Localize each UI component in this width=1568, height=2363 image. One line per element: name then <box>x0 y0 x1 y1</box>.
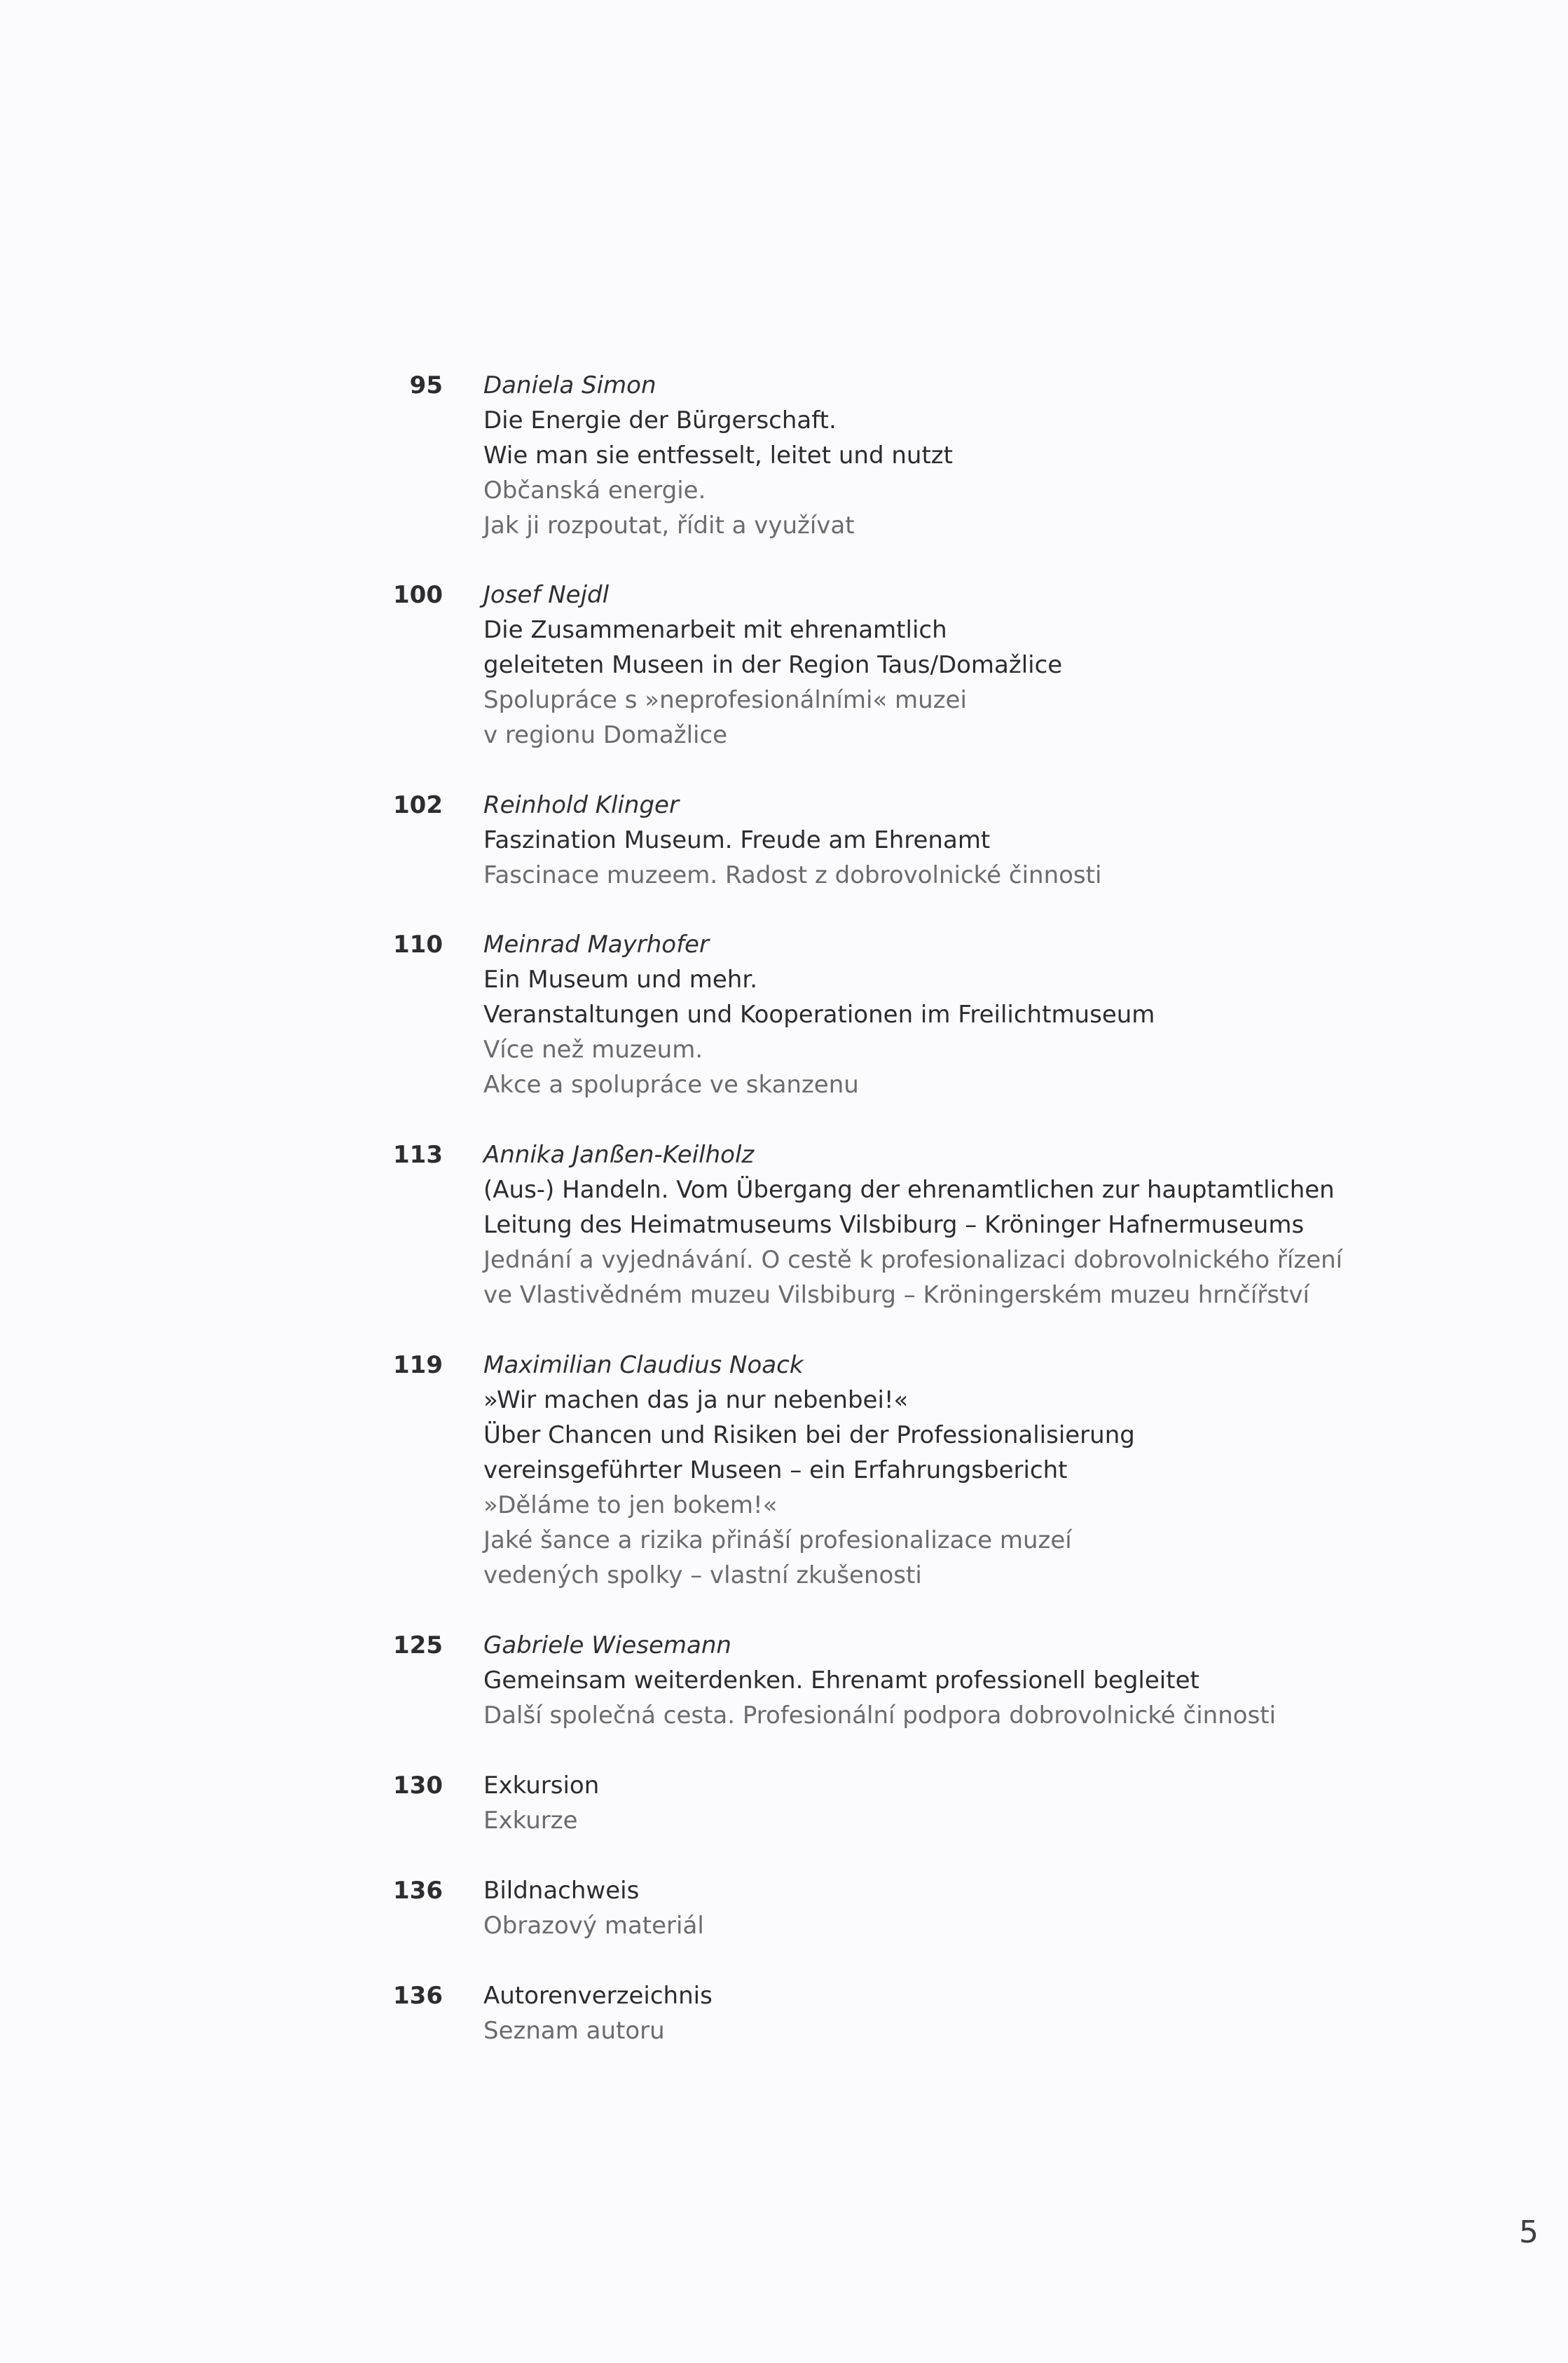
toc-entry-text <box>483 1348 1464 1593</box>
czech-title-line: v regionu Domažlice <box>483 721 728 749</box>
author-name: Josef Nejdl <box>483 581 610 609</box>
toc-entry-text <box>483 927 1464 1102</box>
toc-page-number: 125 <box>393 1631 443 1659</box>
toc-entry-text <box>483 1873 1464 1943</box>
author-name: Reinhold Klinger <box>483 791 679 819</box>
toc-entry-text <box>483 1137 1464 1313</box>
toc-page-number: 136 <box>393 1877 443 1905</box>
czech-title-line: Jak ji rozpoutat, řídit a využívat <box>483 512 855 540</box>
czech-title-line: Více než muzeum. <box>483 1036 703 1064</box>
german-title-line: Gemeinsam weiterdenken. Ehrenamt professionell begleitet <box>483 1666 1199 1694</box>
german-title-line: Wie man sie entfesselt, leitet und nutzt <box>483 441 953 470</box>
czech-title-line: Další společná cesta. Profesionální podpora dobrovolnické činnosti <box>483 1701 1277 1730</box>
german-title-line: Exkursion <box>483 1772 600 1800</box>
german-title-line: Bildnachweis <box>483 1877 640 1905</box>
author-name: Maximilian Claudius Noack <box>483 1351 804 1379</box>
toc-page-number: 102 <box>393 791 443 819</box>
toc-entry-text <box>483 788 1464 893</box>
czech-title-line: Obrazový materiál <box>483 1912 704 1940</box>
toc-entry-text <box>483 368 1464 543</box>
toc-page-number: 113 <box>393 1141 443 1169</box>
czech-title-line: Fascinace muzeem. Radost z dobrovolnické činnosti <box>483 861 1102 889</box>
toc-entry-text <box>483 1978 1464 2048</box>
czech-title-line: Akce a spolupráce ve skanzenu <box>483 1071 859 1099</box>
toc-entry-text <box>483 1628 1464 1733</box>
czech-title-line: Seznam autoru <box>483 2017 665 2045</box>
toc-page-number: 100 <box>393 581 443 609</box>
toc-page-number: 119 <box>393 1351 443 1379</box>
german-title-line: Leitung des Heimatmuseums Vilsbiburg – Kröninger Hafnermuseums <box>483 1211 1305 1239</box>
czech-title-line: Jaké šance a rizika přináší profesionalizace muzeí <box>483 1526 1072 1554</box>
author-name: Meinrad Mayrhofer <box>483 931 709 959</box>
toc-page-number: 95 <box>409 371 443 399</box>
czech-title-line: vedených spolky – vlastní zkušenosti <box>483 1561 922 1589</box>
toc-page-number: 130 <box>393 1772 443 1800</box>
toc-entry-text <box>483 1768 1464 1838</box>
toc-page-number: 136 <box>393 1982 443 2010</box>
czech-title-line: Exkurze <box>483 1807 578 1835</box>
german-title-line: geleiteten Museen in der Region Taus/Domažlice <box>483 651 1063 679</box>
czech-title-line: Jednání a vyjednávání. O cestě k profesionalizaci dobrovolnického řízení <box>483 1246 1343 1274</box>
german-title-line: Faszination Museum. Freude am Ehrenamt <box>483 826 991 854</box>
czech-title-line: Spolupráce s »neprofesionálními« muzei <box>483 686 967 714</box>
czech-title-line: »Děláme to jen bokem!« <box>483 1491 778 1519</box>
toc-entry-text <box>483 577 1464 753</box>
german-title-line: »Wir machen das ja nur nebenbei!« <box>483 1386 909 1414</box>
german-title-line: Autorenverzeichnis <box>483 1982 713 2010</box>
czech-title-line: Občanská energie. <box>483 477 706 505</box>
czech-title-line: ve Vlastivědném muzeu Vilsbiburg – Kröningerském muzeu hrnčířství <box>483 1281 1309 1309</box>
author-name: Daniela Simon <box>483 371 656 399</box>
author-name: Annika Janßen-Keilholz <box>483 1141 755 1169</box>
page-folio-number: 5 <box>1519 2214 1539 2250</box>
german-title-line: Über Chancen und Risiken bei der Professionalisierung <box>483 1421 1135 1449</box>
author-name: Gabriele Wiesemann <box>483 1631 731 1659</box>
german-title-line: Veranstaltungen und Kooperationen im Freilichtmuseum <box>483 1001 1155 1029</box>
toc-page-number: 110 <box>393 931 443 959</box>
german-title-line: Die Zusammenarbeit mit ehrenamtlich <box>483 616 947 644</box>
german-title-line: vereinsgeführter Museen – ein Erfahrungsbericht <box>483 1456 1068 1484</box>
german-title-line: (Aus-) Handeln. Vom Übergang der ehrenamtlichen zur hauptamtlichen <box>483 1176 1335 1204</box>
german-title-line: Ein Museum und mehr. <box>483 966 758 994</box>
german-title-line: Die Energie der Bürgerschaft. <box>483 406 837 434</box>
